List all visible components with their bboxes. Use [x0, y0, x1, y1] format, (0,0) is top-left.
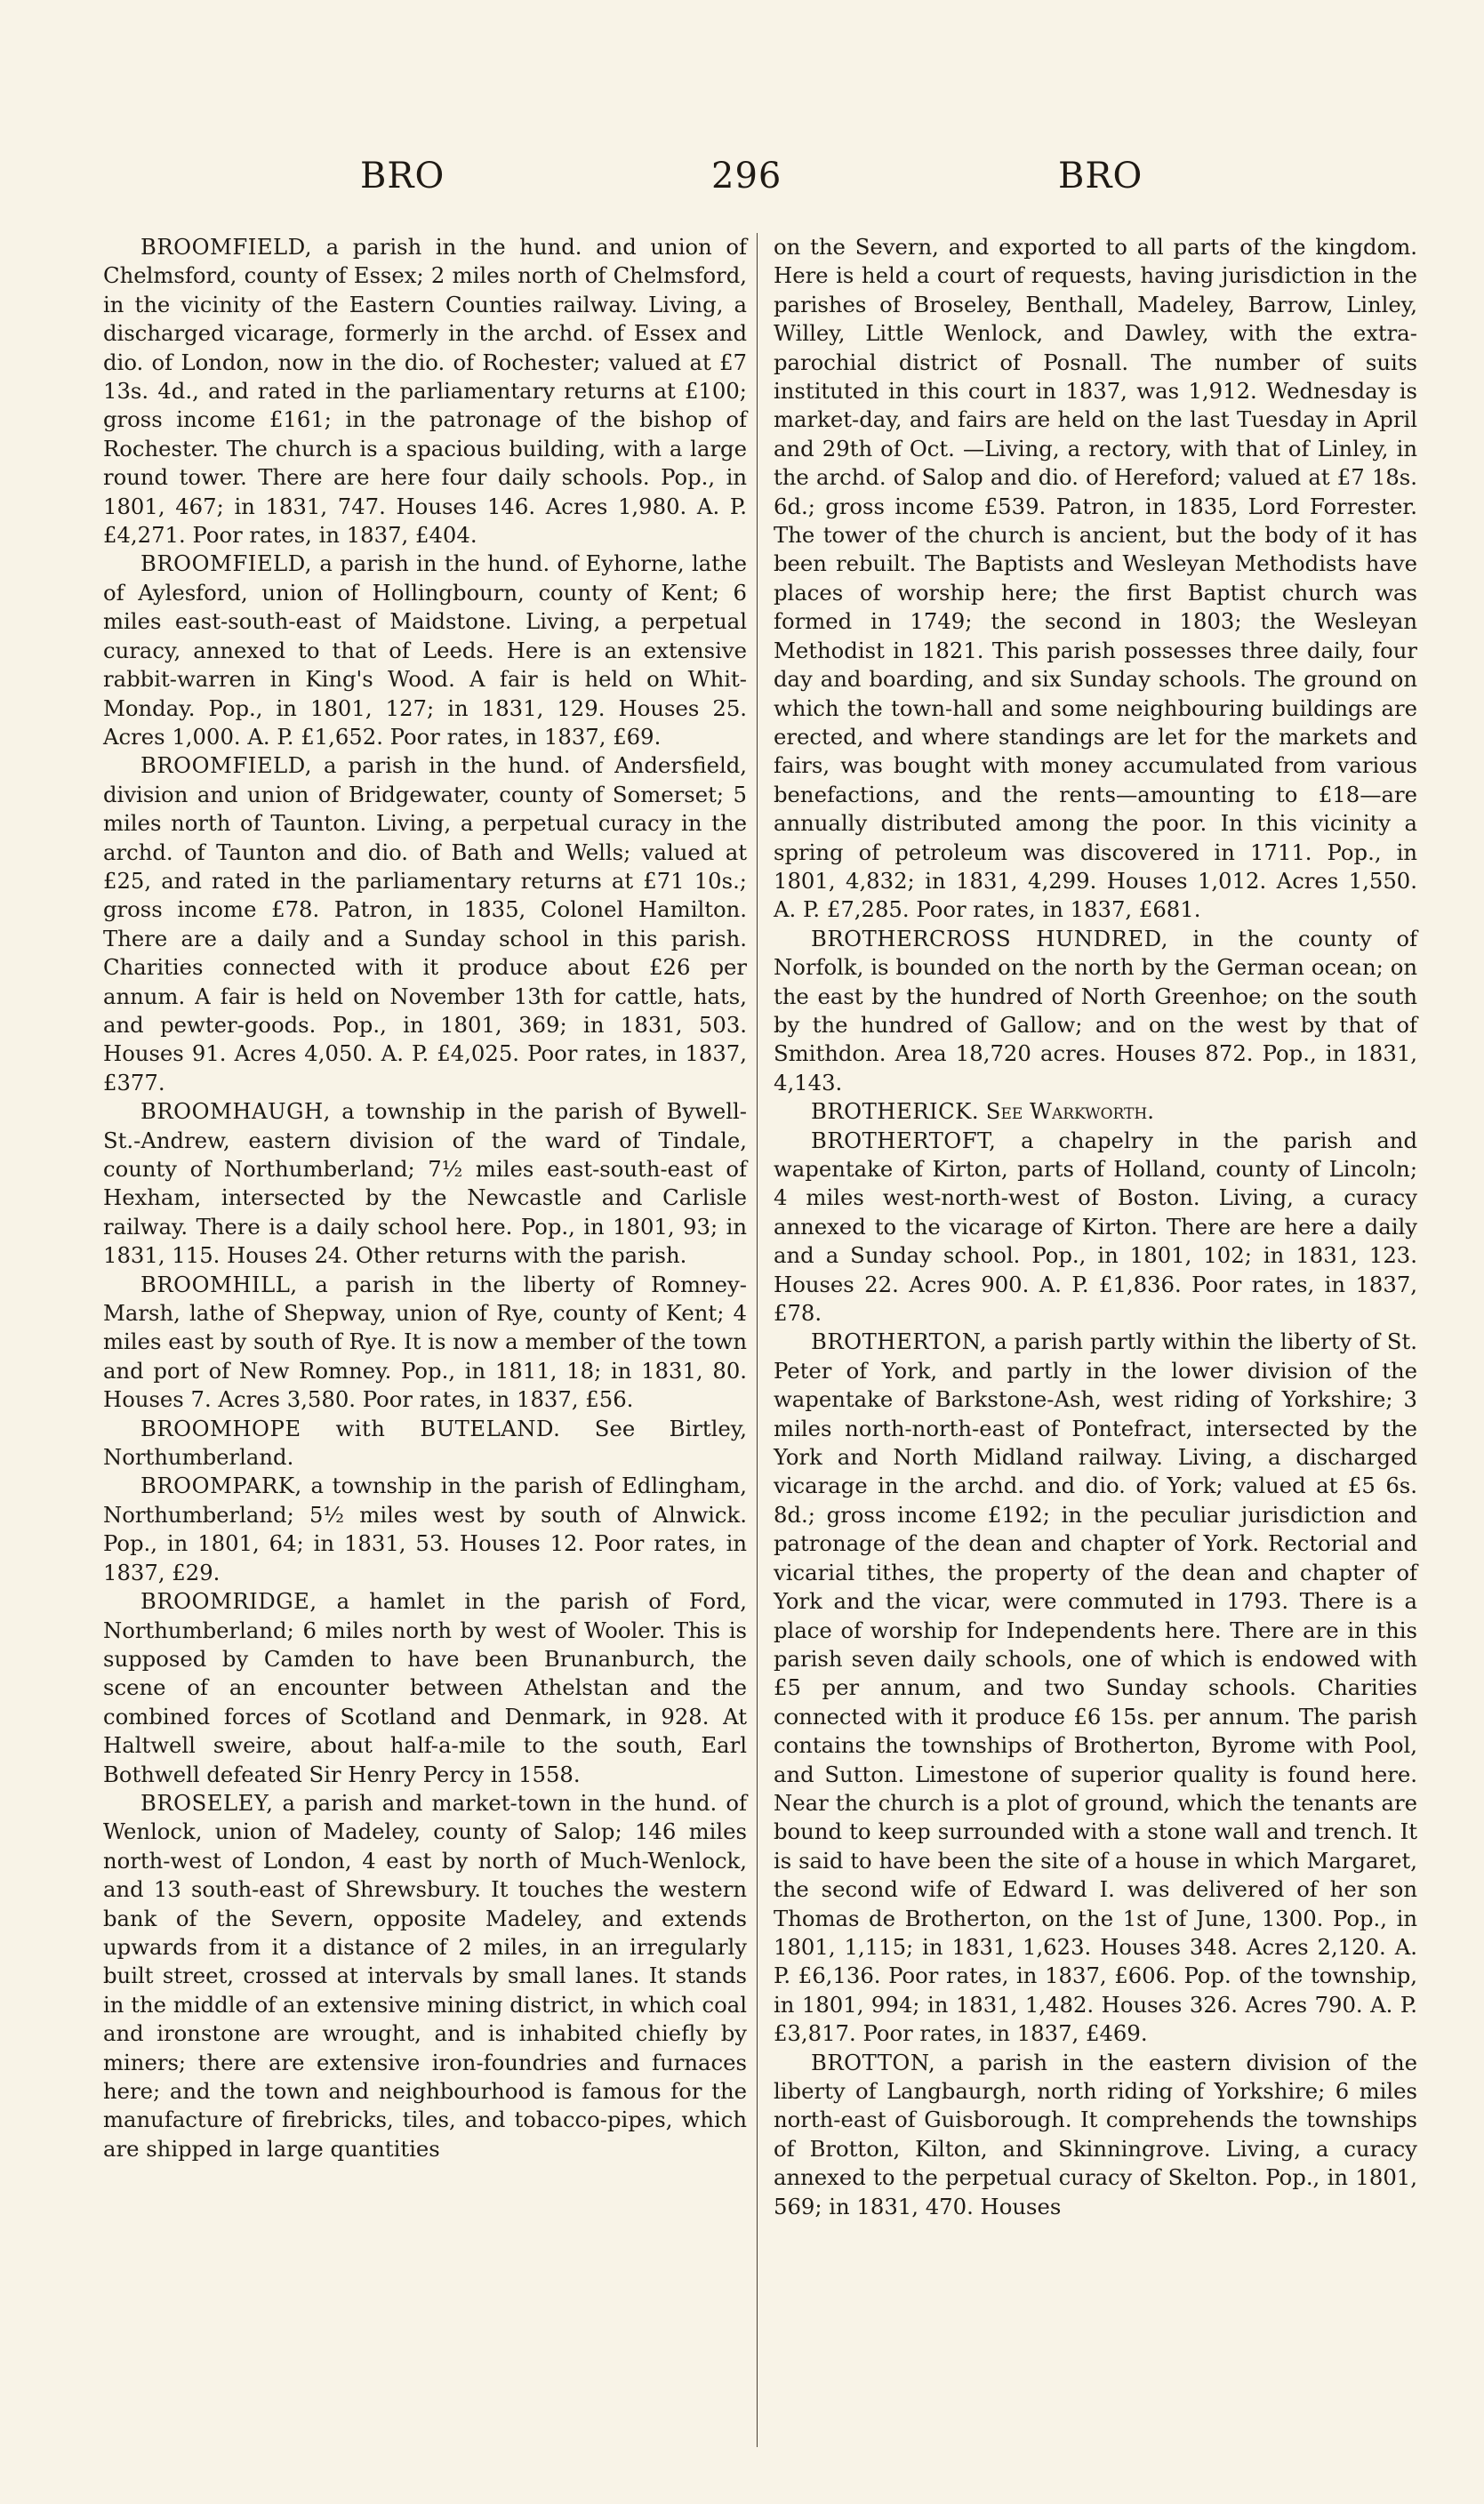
entry-text: a chapelry in the parish and wapentake of Kirton, parts of Holland, county of Lincoln; 4 miles west-north-west of Boston. Living, a curacy annexed to the vicarage of Kirton. There are here a daily and a Sunday school. Pop., in 1801, 102; in 1831, 123. Houses 22. Acres 900. A. P. £1,836. Poor rates, in 1837, £78. [774, 1127, 1418, 1327]
entry-broomhaugh [103, 1097, 747, 1270]
entry-text: in the county of Norfolk, is bounded on the north by the German ocean; on the east by the hundred of North Greenhoe; on the south by the hundred of Gallow; and on the west by that of Smithdon. Area 18,720 acres. Houses 872. Pop., in 1831, 4,143. [774, 925, 1418, 1096]
entry-headword: BROOMRIDGE, [140, 1588, 317, 1615]
page-number: 296 [711, 156, 782, 197]
entry-text: a parish in the hund. of Eyhorne, lathe of Aylesford, union of Hollingbourn, county of Kent; 6 miles east-south-east of Maidstone. Living, a perpetual curacy, annexed to that of Leeds. Here is an extensive rabbit-warren in King's Wood. A fair is held on Whit-Monday. Pop., in 1801, 127; in 1831, 129. Houses 25. Acres 1,000. A. P. £1,652. Poor rates, in 1837, £69. [103, 550, 747, 750]
entry-text: a parish in the liberty of Romney-Marsh, lathe of Shepway, union of Rye, county of Kent; 4 miles east by south of Rye. It is now a member of the town and port of New Romney. Pop., in 1811, 18; in 1831, 80. Houses 7. Acres 3,580. Poor rates, in 1837, £56. [103, 1271, 747, 1413]
entry-text: See Warkworth. [985, 1098, 1154, 1125]
entry-headword: BROOMPARK, [140, 1473, 302, 1499]
entry-broomridge [103, 1587, 747, 1789]
entry-text: a parish partly within the liberty of St. Peter of York, and partly in the lower division of the wapentake of Barkstone-Ash, west riding of Yorkshire; 3 miles north-north-east of Pontefract, intersected by the York and North Midland railway. Living, a discharged vicarage in the archd. and dio. of York; valued at £5 6s. 8d.; gross income £192; in the peculiar jurisdiction and patronage of the dean and chapter of York. Rectorial and vicarial tithes, the property of the dean and chapter of York and the vicar, were commuted in 1793. There is a place of worship for Independents here. There are in this parish seven daily schools, one of which is endowed with £5 per annum, and two Sunday schools. Charities connected with it produce £6 15s. per annum. The parish contains the townships of Brotherton, Byrome with Pool, and Sutton. Limestone of superior quality is found here. Near the church is a plot of ground, which the tenants are bound to keep surrounded with a stone wall and trench. It is said to have been the site of a house in which Margaret, the second wife of Edward I. was delivered of her son Thomas de Brotherton, on the 1st of June, 1300. Pop., in 1801, 1,115; in 1831, 1,623. Houses 348. Acres 2,120. A. P. £6,136. Poor rates, in 1837, £606. Pop. of the township, in 1801, 994; in 1831, 1,482. Houses 326. Acres 790. A. P. £3,817. Poor rates, in 1837, £469. [774, 1328, 1417, 2047]
entry-broomhope [103, 1415, 747, 1473]
header-right-catchword: BRO [1058, 156, 1143, 197]
entry-brotton [774, 2049, 1417, 2221]
entry-headword: BROOMHILL, [140, 1271, 298, 1297]
entry-headword: BROSELEY, [140, 1789, 274, 1816]
entry-brotherton [774, 1328, 1417, 2048]
entry-broomfield-kent [103, 550, 747, 751]
entry-brothertoft [774, 1127, 1417, 1328]
entry-text: on the Severn, and exported to all parts of the kingdom. Here is held a court of requests, having jurisdiction in the parishes of Broseley, Benthall, Madeley, Barrow, Linley, Willey, Little Wenlock, and Dawley, with the extra-parochial district of Posnall. The number of suits instituted in this court in 1837, was 1,912. Wednesday is market-day, and fairs are held on the last Tuesday in April and 29th of Oct. —Living, a rectory, with that of Linley, in the archd. of Salop and dio. of Hereford; valued at £7 18s. 6d.; gross income £539. Patron, in 1835, Lord Forrester. The tower of the church is ancient, but the body of it has been rebuilt. The Baptists and Wesleyan Methodists have places of worship here; the first Baptist church was formed in 1749; the second in 1803; the Wesleyan Methodist in 1821. This parish possesses three daily, four day and boarding, and six Sunday schools. The ground on which the town-hall and some neighbouring buildings are erected, and where standings are let for the markets and fairs, was bought with money accumulated from various benefactions, and the rents—amounting to £18—are annually distributed among the poor. In this vicinity a spring of petroleum was discovered in 1711. Pop., in 1801, 4,832; in 1831, 4,299. Houses 1,012. Acres 1,550. A. P. £7,285. Poor rates, in 1837, £681. [774, 234, 1417, 923]
entry-headword: BROTTON, [811, 2049, 936, 2075]
entry-brothercross-hundred [774, 925, 1417, 1097]
header-left-catchword: BRO [360, 156, 445, 197]
left-column [103, 233, 747, 2163]
entry-headword: BROOMHAUGH, [140, 1098, 331, 1125]
entry-broompark [103, 1472, 747, 1587]
running-header [0, 149, 1484, 203]
entry-headword: BROTHERTON, [811, 1328, 988, 1355]
entry-headword: BROOMFIELD, [140, 234, 313, 260]
entry-text: a parish in the hund. of Andersfield, division and union of Bridgewater, county of Somerset; 5 miles north of Taunton. Living, a perpetual curacy in the archd. of Taunton and dio. of Bath and Wells; valued at £25, and rated in the parliamentary returns at £71 10s.; gross income £78. Patron, in 1835, Colonel Hamilton. There are a daily and a Sunday school in this parish. Charities connected with it produce about £26 per annum. A fair is held on November 13th for cattle, hats, and pewter-goods. Pop., in 1801, 369; in 1831, 503. Houses 91. Acres 4,050. A. P. £4,025. Poor rates, in 1837, £377. [103, 752, 747, 1096]
entry-broomfield-somerset [103, 751, 747, 1097]
right-column [774, 233, 1417, 2221]
entry-headword: BROOMFIELD, [140, 550, 313, 577]
entry-broseley-continued [774, 233, 1417, 925]
entry-text: a township in the parish of Bywell-St.-Andrew, eastern division of the ward of Tindale, county of Northumberland; 7½ miles east-south-east of Hexham, intersected by the Newcastle and Carlisle railway. There is a daily school here. Pop., in 1801, 93; in 1831, 115. Houses 24. Other returns with the parish. [103, 1098, 747, 1269]
entry-text: a parish in the hund. and union of Chelmsford, county of Essex; 2 miles north of Chelmsford, in the vicinity of the Eastern Counties railway. Living, a discharged vicarage, formerly in the archd. of Essex and dio. of London, now in the dio. of Rochester; valued at £7 13s. 4d., and rated in the parliamentary returns at £100; gross income £161; in the patronage of the bishop of Rochester. The church is a spacious building, with a large round tower. There are here four daily schools. Pop., in 1801, 467; in 1831, 747. Houses 146. Acres 1,980. A. P. £4,271. Poor rates, in 1837, £404. [103, 234, 747, 549]
entry-broomfield-essex [103, 233, 747, 550]
entry-text: a hamlet in the parish of Ford, Northumberland; 6 miles north by west of Wooler. This is supposed by Camden to have been Brunanburch, the scene of an encounter between Athelstan and the combined forces of Scotland and Denmark, in 928. At Haltwell sweire, about half-a-mile to the south, Earl Bothwell defeated Sir Henry Percy in 1558. [103, 1588, 747, 1787]
entry-brotherick [774, 1097, 1417, 1126]
entry-text: a parish and market-town in the hund. of Wenlock, union of Madeley, county of Salop; 146 miles north-west of London, 4 east by north of Much-Wenlock, and 13 south-east of Shrewsbury. It touches the western bank of the Severn, opposite Madeley, and extends upwards from it a distance of 2 miles, in an irregularly built street, crossed at intervals by small lanes. It stands in the middle of an extensive mining district, in which coal and ironstone are wrought, and is inhabited chiefly by miners; there are extensive iron-foundries and furnaces here; and the town and neighbourhood is famous for the manufacture of firebricks, tiles, and tobacco-pipes, which are shipped in large quantities [103, 1789, 747, 2162]
entry-headword: BROOMFIELD, [140, 752, 313, 779]
entry-broomhill [103, 1271, 747, 1415]
entry-broseley [103, 1789, 747, 2163]
entry-headword: BROTHERICK. [811, 1098, 980, 1125]
entry-text: a township in the parish of Edlingham, Northumberland; 5½ miles west by south of Alnwick. Pop., in 1801, 64; in 1831, 53. Houses 12. Poor rates, in 1837, £29. [103, 1473, 747, 1585]
entry-headword: BROTHERCROSS HUNDRED, [811, 925, 1168, 951]
entry-headword: BROTHERTOFT, [811, 1127, 997, 1153]
entry-text: See Birtley, Northumberland. [103, 1415, 747, 1471]
entry-headword: BROOMHOPE with BUTELAND. [140, 1415, 561, 1441]
column-divider [757, 233, 758, 2447]
entry-text: a parish in the eastern division of the liberty of Langbaurgh, north riding of Yorkshire; 6 miles north-east of Guisborough. It comprehends the townships of Brotton, Kilton, and Skinningrove. Living, a curacy annexed to the perpetual curacy of Skelton. Pop., in 1801, 569; in 1831, 470. Houses [774, 2049, 1417, 2219]
